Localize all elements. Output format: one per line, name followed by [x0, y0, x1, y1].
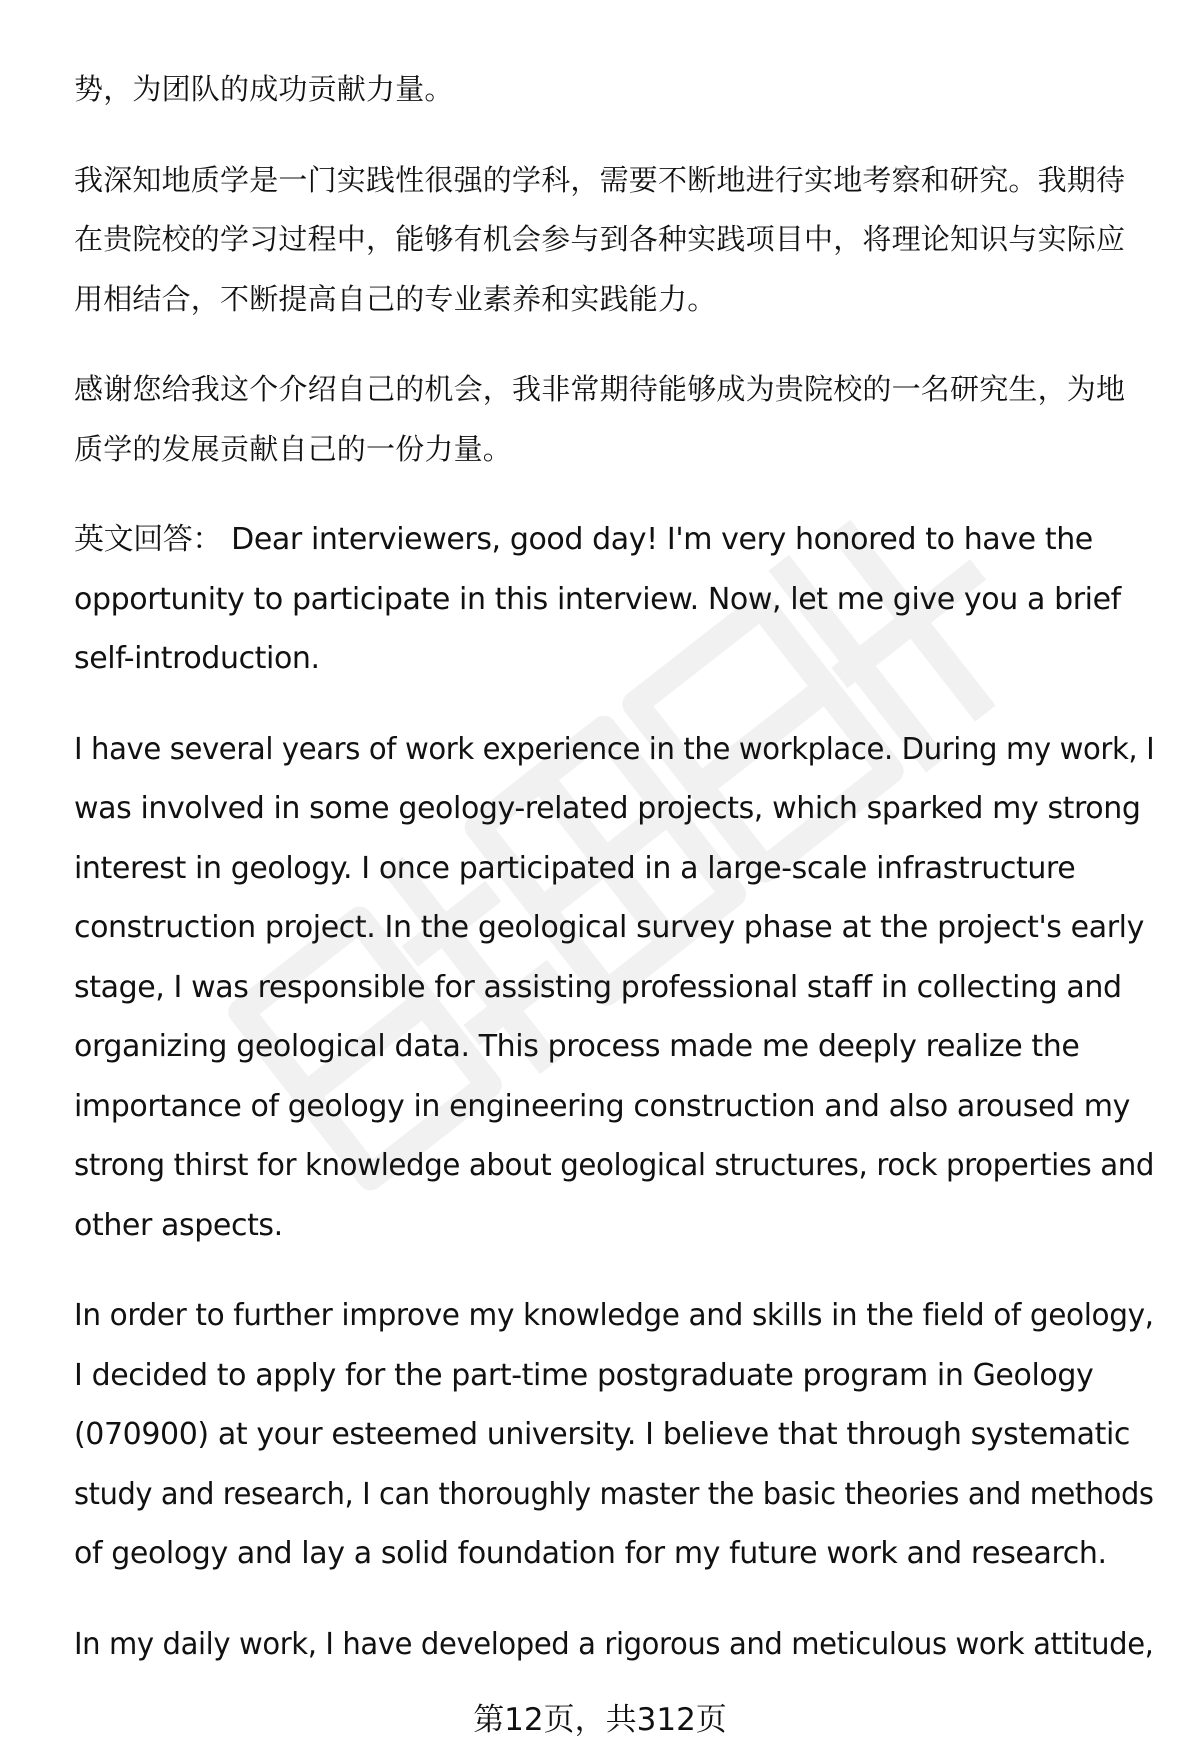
text-line: other aspects. [74, 1207, 283, 1243]
text-line: In my daily work, I have developed a rigorous and meticulous work attitude, [74, 1626, 1154, 1662]
text-line: interest in geology. I once participated in a large-scale infrastructure [74, 850, 1076, 886]
paragraph [74, 1286, 1154, 1584]
text-line: I have several years of work experience in the workplace. During my work, I [74, 731, 1155, 767]
paragraph [74, 1615, 1154, 1675]
text-line: organizing geological data. This process made me deeply realize the [74, 1029, 1080, 1064]
text-line: (070900) at your esteemed university. I believe that through systematic [74, 1417, 1131, 1452]
paragraph [74, 720, 1154, 1256]
text-line: I decided to apply for the part-time postgraduate program in Geology [74, 1357, 1094, 1393]
text-line: 我深知地质学是一门实践性很强的学科，需要不断地进行实地考察和研究。我期待 [74, 162, 1126, 197]
paragraph [74, 151, 1154, 330]
text-line: 质学的发展贡献自己的一份力量。 [74, 431, 513, 466]
text-line: In order to further improve my knowledge and skills in the field of geology, [74, 1298, 1154, 1333]
text-line: 势，为团队的成功贡献力量。 [74, 72, 454, 106]
document-body [74, 60, 1154, 1705]
paragraph [74, 60, 1154, 120]
paragraph [74, 360, 1154, 479]
text-line: 用相结合，不断提高自己的专业素养和实践能力。 [74, 281, 717, 316]
text-line: was involved in some geology-related projects, which sparked my strong [74, 791, 1141, 826]
text-line: stage, I was responsible for assisting professional staff in collecting and [74, 969, 1122, 1005]
text-line: importance of geology in engineering construction and also aroused my [74, 1088, 1130, 1124]
text-line: 英文回答： Dear interviewers, good day! I'm very honored to have the [74, 522, 1093, 557]
page-number-footer: 第12页，共312页 [473, 1702, 727, 1738]
text-line: construction project. In the geological survey phase at the project's early [74, 910, 1144, 945]
text-line: 感谢您给我这个介绍自己的机会，我非常期待能够成为贵院校的一名研究生，为地 [74, 372, 1126, 406]
text-line: study and research, I can thoroughly master the basic theories and methods [74, 1476, 1154, 1512]
text-line: opportunity to participate in this interview. Now, let me give you a brief [74, 581, 1121, 617]
paragraph [74, 510, 1154, 689]
text-line: of geology and lay a solid foundation for my future work and research. [74, 1536, 1107, 1571]
text-line: strong thirst for knowledge about geological structures, rock properties and [74, 1148, 1155, 1183]
text-line: 在贵院校的学习过程中，能够有机会参与到各种实践项目中，将理论知识与实际应 [74, 222, 1126, 256]
text-line: self-introduction. [74, 641, 320, 676]
